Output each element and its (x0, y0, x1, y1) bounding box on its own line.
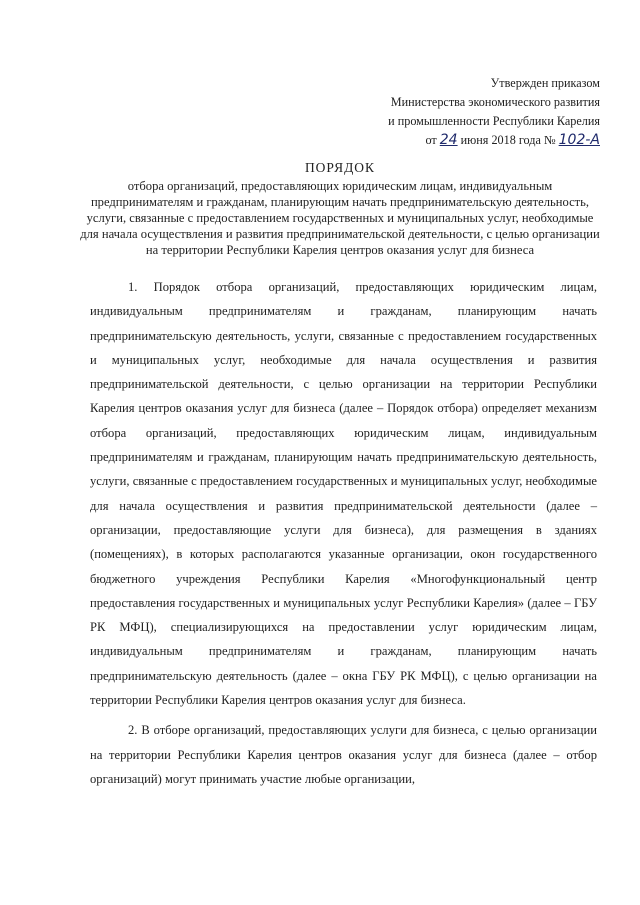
month-year: июня 2018 года № (460, 133, 556, 147)
document-heading: ПОРЯДОК (304, 160, 376, 175)
handwritten-order-number: 102-А (558, 132, 600, 148)
paragraph-2: 2. В отборе организаций, предоставляющих услуги для бизнеса, с целью организации на территории Республики Карелия центров оказания услуг для бизнеса (далее – отбор организаций) могут принимать участие любые организации, (90, 723, 597, 786)
paragraph-1: 1. Порядок отбора организаций, предоставляющих юридическим лицам, индивидуальным предпринимателям и гражданам, планирующим начать предпринимательскую деятельность, услуги, связанные с предоставлением государственных и муниципальных услуг, необходимые для начала осуществления и развития предпринимательской деятельности, с целью организации на территории Республики Карелия центров оказания услуг для бизнеса (далее – Порядок отбора) определяет механизм отбора организаций, предоставляющих юридическим лицам, индивидуальным предпринимателям и гражданам, планирующим начать предпринимательскую деятельность, услуги, связанные с предоставлением государственных и муниципальных услуг, необходимые для начала осуществления и развития предпринимательской деятельности (далее – организации, предоставляющие услуги для бизнеса), для размещения в зданиях (помещениях), в которых располагаются указанные организации, окон государственного бюджетного учреждения Республики Карелия «Многофункциональный центр предоставления государственных и муниципальных услуг Республики Карелия» (далее – ГБУ РК МФЦ), специализирующихся на предоставлении услуг юридическим лицам, индивидуальным предпринимателям и гражданам, планирующим начать предпринимательскую деятельность (далее – окна ГБУ РК МФЦ), с целью организации на территории Республики Карелия центров оказания услуг для бизнеса. (90, 280, 597, 708)
handwritten-day: 24 (439, 132, 458, 148)
document-title-block (80, 160, 600, 258)
approval-stamp-block (300, 74, 600, 150)
approval-line-2: Министерства экономического развития (390, 95, 600, 109)
date-prefix: от (425, 133, 437, 147)
approval-line-1: Утвержден приказом (490, 76, 600, 90)
document-body (90, 275, 597, 791)
approval-line-3: и промышленности Республики Карелия (388, 114, 600, 128)
approval-date-line (300, 131, 600, 150)
document-subtitle: отбора организаций, предоставляющих юридическим лицам, индивидуальным предпринимателям и гражданам, планирующим начать предпринимательскую деятельность, услуги, связанные с предоставлением государственных и муниципальных услуг, необходимые для начала осуществления и развития предпринимательской деятельности, с целью организации на территории Республики Карелия центров оказания услуг для бизнеса (80, 179, 600, 257)
